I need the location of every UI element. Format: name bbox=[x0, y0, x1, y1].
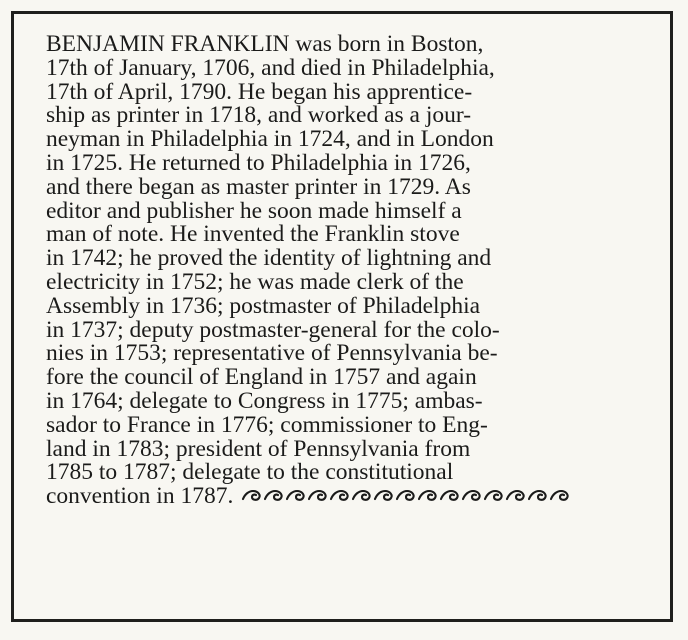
text-line bbox=[46, 292, 646, 319]
text-line bbox=[46, 342, 646, 366]
text-line-content: in 1764; delegate to Congress in 1775; ambas- bbox=[46, 387, 483, 414]
text-line-content: editor and publisher he soon made himself a bbox=[46, 197, 462, 224]
text-line bbox=[46, 411, 646, 438]
text-line-content: land in 1783; president of Pennsylvania from bbox=[46, 435, 471, 462]
text-line-content: electricity in 1752; he was made clerk of the bbox=[46, 268, 464, 295]
text-line-content: convention in 1787. bbox=[46, 483, 234, 510]
text-line bbox=[46, 173, 646, 200]
text-line bbox=[46, 268, 646, 295]
biography-text-block bbox=[46, 33, 646, 509]
wave-scroll-ornament-icon bbox=[241, 485, 575, 509]
text-line-content: man of note. He invented the Franklin stove bbox=[46, 221, 460, 248]
text-line bbox=[46, 366, 646, 390]
text-line bbox=[46, 149, 646, 176]
text-line-content: BENJAMIN FRANKLIN was born in Boston, bbox=[46, 31, 484, 57]
text-line bbox=[46, 435, 646, 462]
text-line bbox=[46, 104, 646, 128]
text-line bbox=[46, 316, 646, 343]
text-line-content: 17th of April, 1790. He began his apprentice- bbox=[46, 78, 473, 105]
text-line bbox=[46, 223, 646, 247]
text-line-content: neyman in Philadelphia in 1724, and in London bbox=[46, 126, 494, 153]
text-line bbox=[46, 197, 646, 224]
text-line-content: 17th of January, 1706, and died in Philadelphia, bbox=[46, 54, 495, 81]
text-line-content: 1785 to 1787; delegate to the constitutional bbox=[46, 459, 454, 486]
text-line-content: in 1742; he proved the identity of lightning and bbox=[46, 245, 492, 272]
text-line-content: ship as printer in 1718, and worked as a jour- bbox=[46, 102, 472, 129]
text-line bbox=[46, 247, 646, 271]
text-line bbox=[46, 33, 646, 57]
text-line-content: fore the council of England in 1757 and again bbox=[46, 364, 477, 391]
text-line-content: in 1737; deputy postmaster-general for the colo- bbox=[46, 316, 500, 343]
text-line bbox=[46, 54, 646, 81]
text-line bbox=[46, 461, 646, 485]
text-line-last bbox=[46, 485, 646, 509]
text-line-content: sador to France in 1776; commissioner to Eng- bbox=[46, 411, 488, 438]
text-line-content: and there began as master printer in 1729. As bbox=[46, 173, 471, 200]
text-line-content: Assembly in 1736; postmaster of Philadelphia bbox=[46, 292, 481, 319]
text-line bbox=[46, 78, 646, 105]
text-line-content: in 1725. He returned to Philadelphia in 1726, bbox=[46, 149, 471, 176]
text-line-content: nies in 1753; representative of Pennsylvania be- bbox=[46, 340, 498, 367]
text-line bbox=[46, 387, 646, 414]
text-line bbox=[46, 128, 646, 152]
